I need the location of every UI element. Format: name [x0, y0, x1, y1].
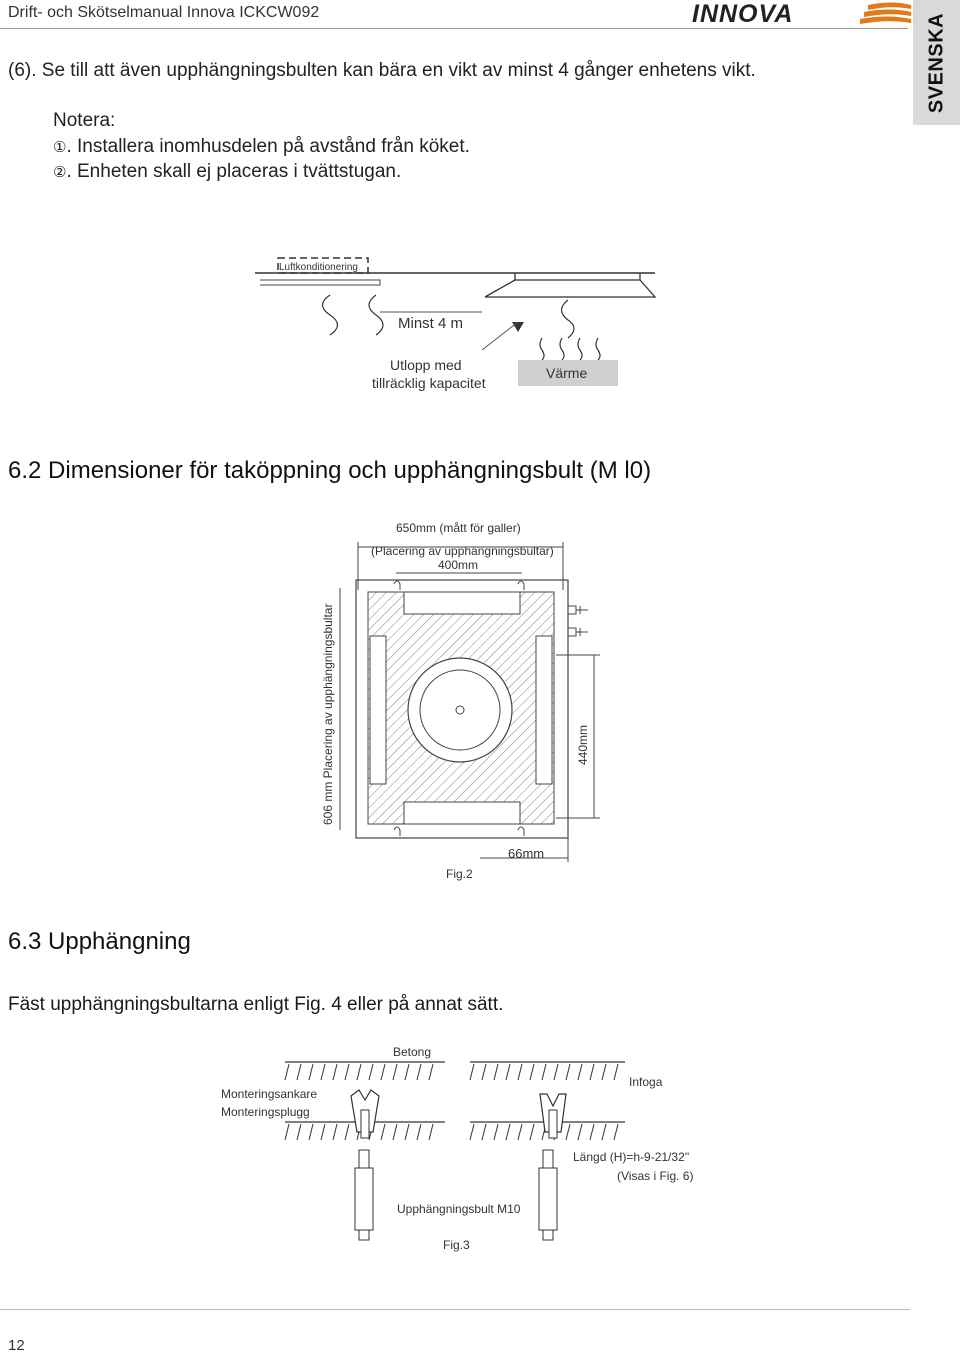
innova-logo — [692, 0, 912, 31]
shown-in-fig-label: (Visas i Fig. 6) — [617, 1169, 694, 1183]
outlet-label-2: tillräcklig kapacitet — [372, 375, 486, 391]
suspension-bolt-icon — [355, 1150, 557, 1240]
dimension-66-label: 66mm — [508, 846, 545, 861]
pipe-connector-icon — [568, 606, 588, 636]
footer-divider — [0, 1309, 910, 1310]
paragraph-6: (6). Se till att även upphängningsbulten kan bära en vikt av minst 4 gånger enhetens vikt. — [8, 60, 756, 81]
logo-swoosh-icon — [868, 3, 911, 11]
fig-2-label: Fig.2 — [446, 867, 473, 881]
note-text-2: . Enheten skall ej placeras i tvättstugan. — [66, 161, 402, 182]
logo-text: INNOVA — [692, 0, 794, 26]
dimension-606-label: 606 mm Placering av upphängningsbultar — [321, 603, 335, 825]
placement-diagram — [250, 250, 670, 410]
fan-circle — [408, 658, 512, 762]
note-item-2 — [53, 161, 401, 183]
kitchen-hood — [485, 273, 655, 297]
outlet-label-1: Utlopp med — [390, 357, 462, 373]
note-marker-2: ② — [53, 164, 67, 181]
concrete-hatch — [285, 1062, 625, 1122]
plug-label: Monteringsplugg — [221, 1105, 310, 1119]
dimension-400-label: 400mm — [438, 558, 479, 572]
dimension-440-label: 440mm — [576, 724, 590, 765]
bolt-label: Upphängningsbult M10 — [397, 1202, 521, 1216]
suspension-diagram — [215, 1040, 715, 1255]
document-title: Drift- och Skötselmanual Innova ICKCW092 — [8, 4, 320, 21]
heat-waves-icon — [540, 338, 600, 360]
page-number: 12 — [8, 1337, 25, 1354]
header-divider — [0, 28, 908, 29]
dimension-650-label: 650mm (mått för galler) — [396, 521, 521, 535]
distance-label: Minst 4 m — [398, 315, 464, 332]
anchor-label: Monteringsankare — [221, 1087, 318, 1101]
section-6-2-heading: 6.2 Dimensioner för taköppning och upphängningsbult (M l0) — [8, 457, 652, 484]
bolt-placement-label: (Placering av upphängningsbultar) — [371, 544, 554, 558]
fig-3-label: Fig.3 — [443, 1238, 470, 1252]
section-6-3-paragraph: Fäst upphängningsbultarna enligt Fig. 4 eller på annat sätt. — [8, 994, 504, 1015]
language-label: SVENSKA — [925, 12, 947, 113]
airflow-arrow-icon — [323, 295, 338, 335]
language-tab — [913, 0, 960, 125]
ceiling-opening-diagram — [310, 510, 610, 885]
insert-label: Infoga — [629, 1075, 663, 1089]
note-marker-1: ① — [53, 139, 67, 156]
note-text-1: . Installera inomhusdelen på avstånd från köket. — [66, 136, 470, 157]
section-6-3-heading: 6.3 Upphängning — [8, 928, 191, 955]
length-label: Längd (H)=h-9-21/32'' — [573, 1150, 690, 1164]
note-title: Notera: — [53, 110, 116, 131]
note-item-1 — [53, 136, 470, 158]
ac-label: Luftkonditionering — [279, 262, 358, 273]
heat-label: Värme — [546, 365, 588, 381]
concrete-label: Betong — [393, 1045, 432, 1059]
